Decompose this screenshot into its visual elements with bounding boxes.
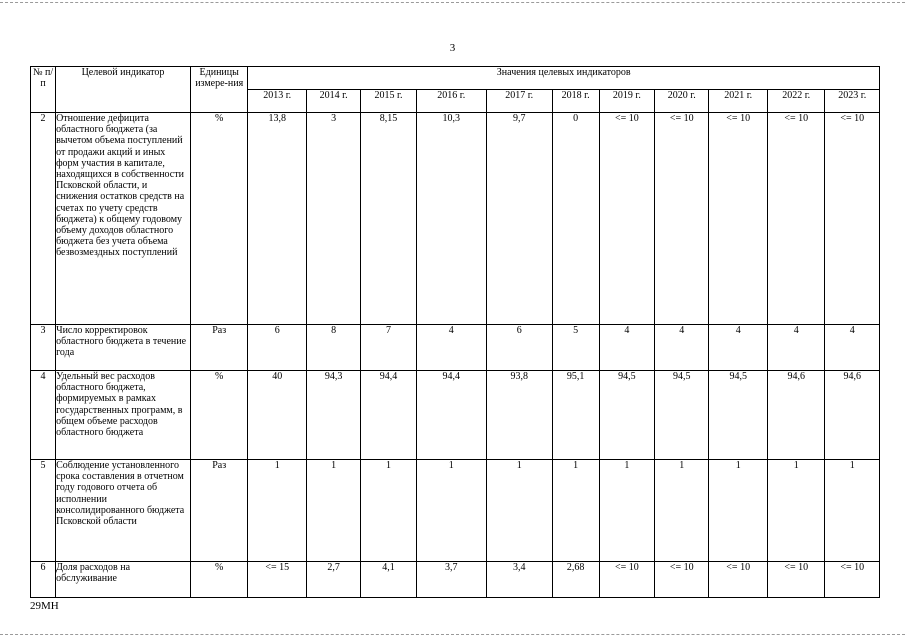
- row-value: 10,3: [416, 113, 486, 325]
- table-row: [31, 325, 880, 371]
- row-value: <= 10: [825, 562, 880, 598]
- row-value: 2,7: [306, 562, 360, 598]
- row-indicator-name: Число корректировок областного бюджета в течение года: [56, 325, 191, 371]
- row-value: 8: [306, 325, 360, 371]
- scan-edge-bottom: [0, 634, 905, 635]
- header-year: 2022 г.: [767, 90, 825, 113]
- row-value: 1: [825, 460, 880, 562]
- row-value: 3,7: [416, 562, 486, 598]
- row-value: 1: [599, 460, 654, 562]
- row-num: 5: [31, 460, 56, 562]
- row-value: 4: [825, 325, 880, 371]
- row-unit: Раз: [190, 460, 248, 562]
- row-unit: %: [190, 562, 248, 598]
- row-indicator-name: Доля расходов на обслуживание: [56, 562, 191, 598]
- header-year: 2020 г.: [655, 90, 709, 113]
- row-value: 5: [552, 325, 599, 371]
- scan-edge-top: [0, 2, 905, 3]
- row-value: 13,8: [248, 113, 307, 325]
- row-value: <= 10: [767, 113, 825, 325]
- row-value: 1: [416, 460, 486, 562]
- row-value: 6: [248, 325, 307, 371]
- header-unit: Единицы измере-ния: [190, 67, 248, 113]
- row-num: 4: [31, 371, 56, 460]
- header-year: 2014 г.: [306, 90, 360, 113]
- header-year: 2021 г.: [709, 90, 768, 113]
- row-value: 95,1: [552, 371, 599, 460]
- row-value: 4: [416, 325, 486, 371]
- row-value: <= 10: [825, 113, 880, 325]
- row-value: 3: [306, 113, 360, 325]
- header-year: 2016 г.: [416, 90, 486, 113]
- row-value: 1: [655, 460, 709, 562]
- row-value: <= 15: [248, 562, 307, 598]
- table-row: [31, 562, 880, 598]
- row-value: 94,5: [655, 371, 709, 460]
- table-row: [31, 371, 880, 460]
- row-value: 2,68: [552, 562, 599, 598]
- row-value: <= 10: [767, 562, 825, 598]
- header-values-group: Значения целевых индикаторов: [248, 67, 880, 90]
- row-num: 2: [31, 113, 56, 325]
- row-value: 3,4: [486, 562, 552, 598]
- row-value: 94,4: [416, 371, 486, 460]
- row-value: 7: [361, 325, 416, 371]
- row-value: 4: [599, 325, 654, 371]
- table-row: [31, 460, 880, 562]
- row-value: 93,8: [486, 371, 552, 460]
- row-value: <= 10: [709, 113, 768, 325]
- row-value: <= 10: [655, 562, 709, 598]
- header-row-1: [31, 67, 880, 90]
- row-value: 4: [709, 325, 768, 371]
- row-value: 94,5: [709, 371, 768, 460]
- row-value: 1: [248, 460, 307, 562]
- header-year: 2018 г.: [552, 90, 599, 113]
- row-value: 94,4: [361, 371, 416, 460]
- row-value: 4: [767, 325, 825, 371]
- row-value: 40: [248, 371, 307, 460]
- row-num: 3: [31, 325, 56, 371]
- row-value: 1: [361, 460, 416, 562]
- row-value: 4: [655, 325, 709, 371]
- row-value: 9,7: [486, 113, 552, 325]
- row-value: 94,6: [767, 371, 825, 460]
- header-year: 2017 г.: [486, 90, 552, 113]
- row-value: 1: [767, 460, 825, 562]
- row-unit: %: [190, 113, 248, 325]
- row-indicator-name: Отношение дефицита областного бюджета (за вычетом объема поступлений от продажи акций и иных форм участия в капитале, находящихся в собственности Псковской области, и снижения остатков средств на счетах по учету средств бюджета) к общему годовому объему доходов областного бюджета без учета объема безвозмездных поступлений: [56, 113, 191, 325]
- row-value: 6: [486, 325, 552, 371]
- row-value: <= 10: [655, 113, 709, 325]
- row-value: 4,1: [361, 562, 416, 598]
- header-num: № п/п: [31, 67, 56, 113]
- row-indicator-name: Соблюдение установленного срока составления в отчетном году годового отчета об исполнении консолидированного бюджета Псковской области: [56, 460, 191, 562]
- row-unit: %: [190, 371, 248, 460]
- row-value: <= 10: [599, 562, 654, 598]
- row-indicator-name: Удельный вес расходов областного бюджета, формируемых в рамках государственных программ, в общем объеме расходов областного бюджета: [56, 371, 191, 460]
- row-value: 1: [709, 460, 768, 562]
- indicators-table: [30, 66, 880, 598]
- header-year: 2019 г.: [599, 90, 654, 113]
- header-year: 2015 г.: [361, 90, 416, 113]
- page-number: 3: [449, 42, 456, 54]
- row-value: 94,3: [306, 371, 360, 460]
- footer-document-code: 29МН: [30, 600, 59, 612]
- row-value: <= 10: [599, 113, 654, 325]
- row-value: 0: [552, 113, 599, 325]
- row-value: 1: [486, 460, 552, 562]
- row-value: 8,15: [361, 113, 416, 325]
- row-unit: Раз: [190, 325, 248, 371]
- header-indicator: Целевой индикатор: [56, 67, 191, 113]
- header-year: 2013 г.: [248, 90, 307, 113]
- row-value: 94,5: [599, 371, 654, 460]
- table-row: [31, 113, 880, 325]
- row-value: 1: [552, 460, 599, 562]
- row-value: 1: [306, 460, 360, 562]
- row-value: 94,6: [825, 371, 880, 460]
- row-value: <= 10: [709, 562, 768, 598]
- header-year: 2023 г.: [825, 90, 880, 113]
- row-num: 6: [31, 562, 56, 598]
